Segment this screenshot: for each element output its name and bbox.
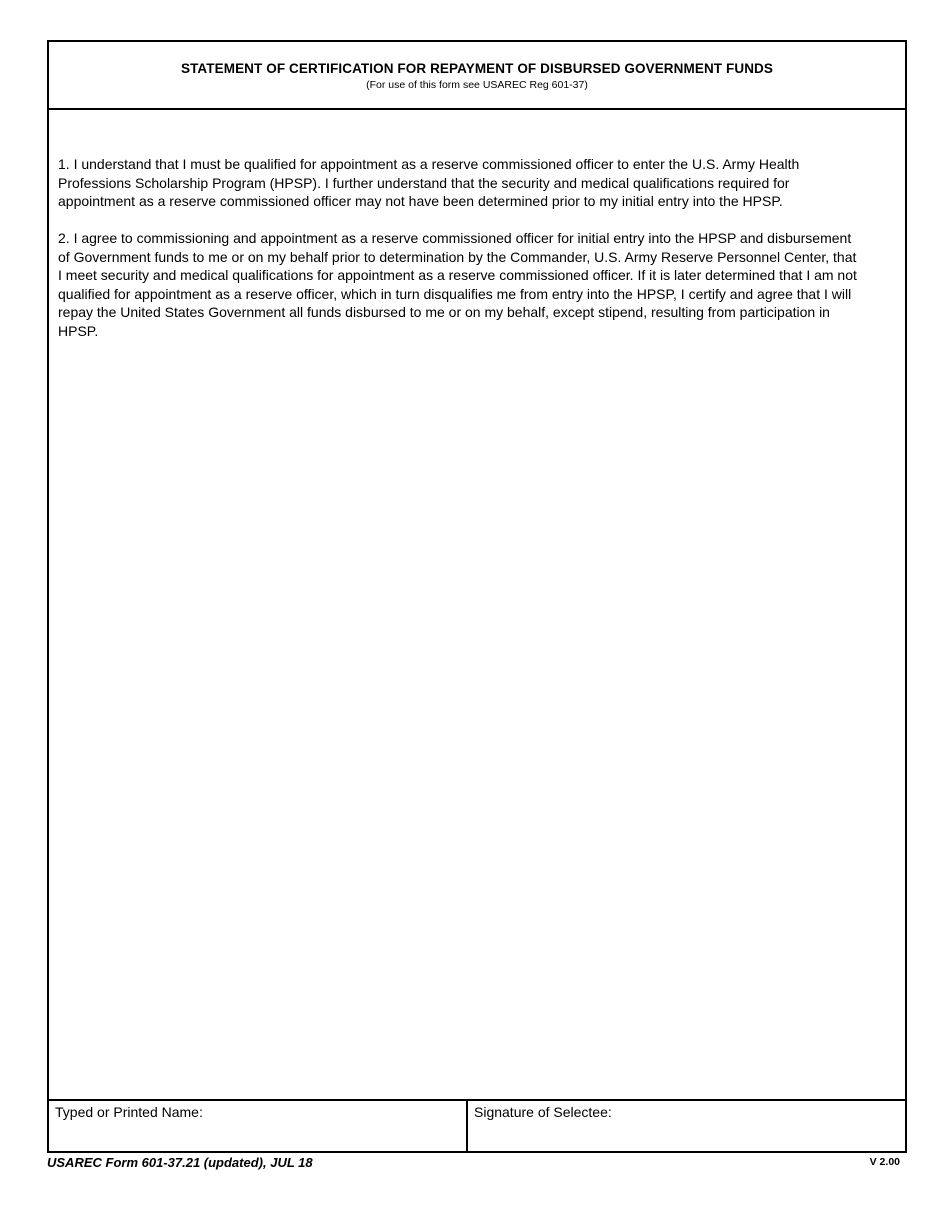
signature-label: Signature of Selectee: — [474, 1104, 612, 1120]
printed-name-label: Typed or Printed Name: — [55, 1104, 203, 1120]
form-version: V 2.00 — [869, 1156, 900, 1168]
signature-field[interactable] — [468, 1101, 905, 1151]
statement-body — [49, 110, 905, 1099]
statement-paragraph-2: 2. I agree to commissioning and appointment as a reserve commissioned officer for initial entry into the HPSP and disbursement of Government funds to me or on my behalf prior to determination by the Commander, U.S. Army Reserve Personnel Center, that I meet security and medical qualifications for appointment as a reserve commissioned officer. If it is later determined that I am not qualified for appointment as a reserve officer, which in turn disqualifies me from entry into the HPSP, I certify and agree that I will repay the United States Government all funds disbursed to me or on my behalf, except stipend, resulting from participation in HPSP. — [58, 230, 857, 339]
form-header — [49, 42, 905, 110]
statement-paragraph-1: 1. I understand that I must be qualified for appointment as a reserve commissioned officer to enter the U.S. Army Health Professions Scholarship Program (HPSP). I further understand that the security and medical qualifications required for appointment as a reserve commissioned officer may not have been determined prior to my initial entry into the HPSP. — [58, 156, 800, 210]
form-subtitle: (For use of this form see USAREC Reg 601-37) — [366, 79, 588, 91]
form-title: STATEMENT OF CERTIFICATION FOR REPAYMENT OF DISBURSED GOVERNMENT FUNDS — [180, 61, 773, 76]
printed-name-field[interactable] — [49, 1101, 468, 1151]
form-id: USAREC Form 601-37.21 (updated), JUL 18 — [47, 1155, 313, 1170]
form-frame — [47, 40, 907, 1153]
signature-row — [49, 1099, 905, 1151]
